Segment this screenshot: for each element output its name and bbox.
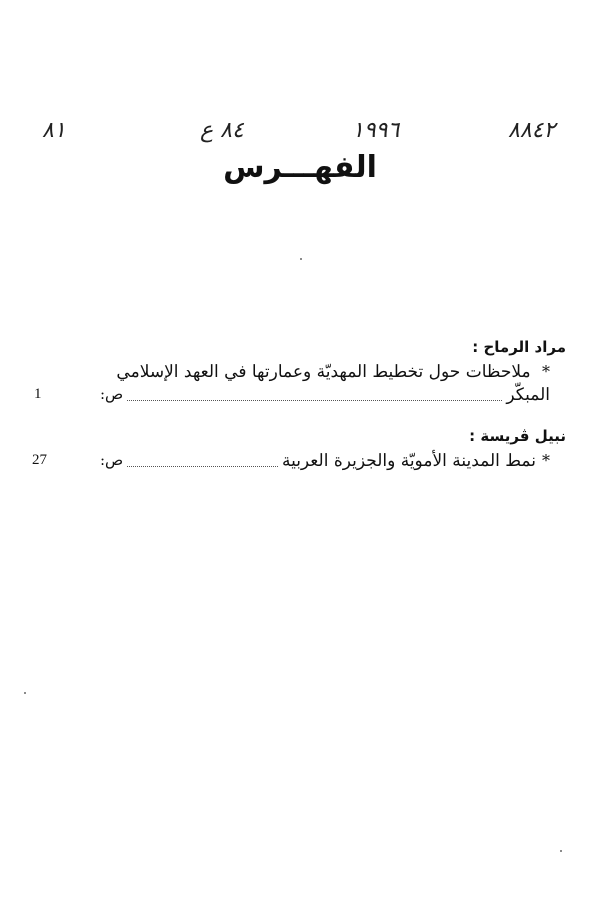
scan-speck (300, 258, 302, 260)
page-label: ص: (100, 451, 124, 469)
page-label: ص: (100, 385, 124, 403)
scan-speck (560, 850, 562, 852)
bullet-icon: * (542, 362, 550, 381)
toc-entry-1-title: ملاحظات حول تخطيط المهديّة وعمارتها في العهد الإسلامي (116, 362, 531, 382)
toc-entry-2-line-1 (100, 451, 550, 471)
toc-entry-2-page: 27 (32, 452, 47, 468)
toc-entry-1-page: 1 (34, 386, 42, 402)
toc-author-1: مراد الرماح : (472, 338, 566, 356)
page-title: الفهـــرس (223, 150, 377, 185)
toc-entry-1-title-cont: المبكّر (506, 385, 550, 405)
handwritten-note-3: ١٩٩٦ (352, 118, 400, 143)
handwritten-note-4: ٨٨٤٢ (508, 118, 556, 143)
handwritten-note-2: ٨٤ ع (200, 118, 244, 143)
bullet-icon: * (542, 451, 550, 470)
toc-author-2: نبيل ڤريسة : (469, 427, 566, 445)
toc-entry-1-line-1 (116, 362, 550, 382)
toc-entry-2-title: نمط المدينة الأمويّة والجزيرة العربية (281, 451, 536, 471)
toc-entry-1-line-2 (100, 385, 550, 405)
handwritten-note-1: ٨١ (42, 118, 66, 143)
scan-speck (24, 692, 26, 694)
dot-leader (127, 389, 502, 401)
dot-leader (127, 455, 278, 467)
